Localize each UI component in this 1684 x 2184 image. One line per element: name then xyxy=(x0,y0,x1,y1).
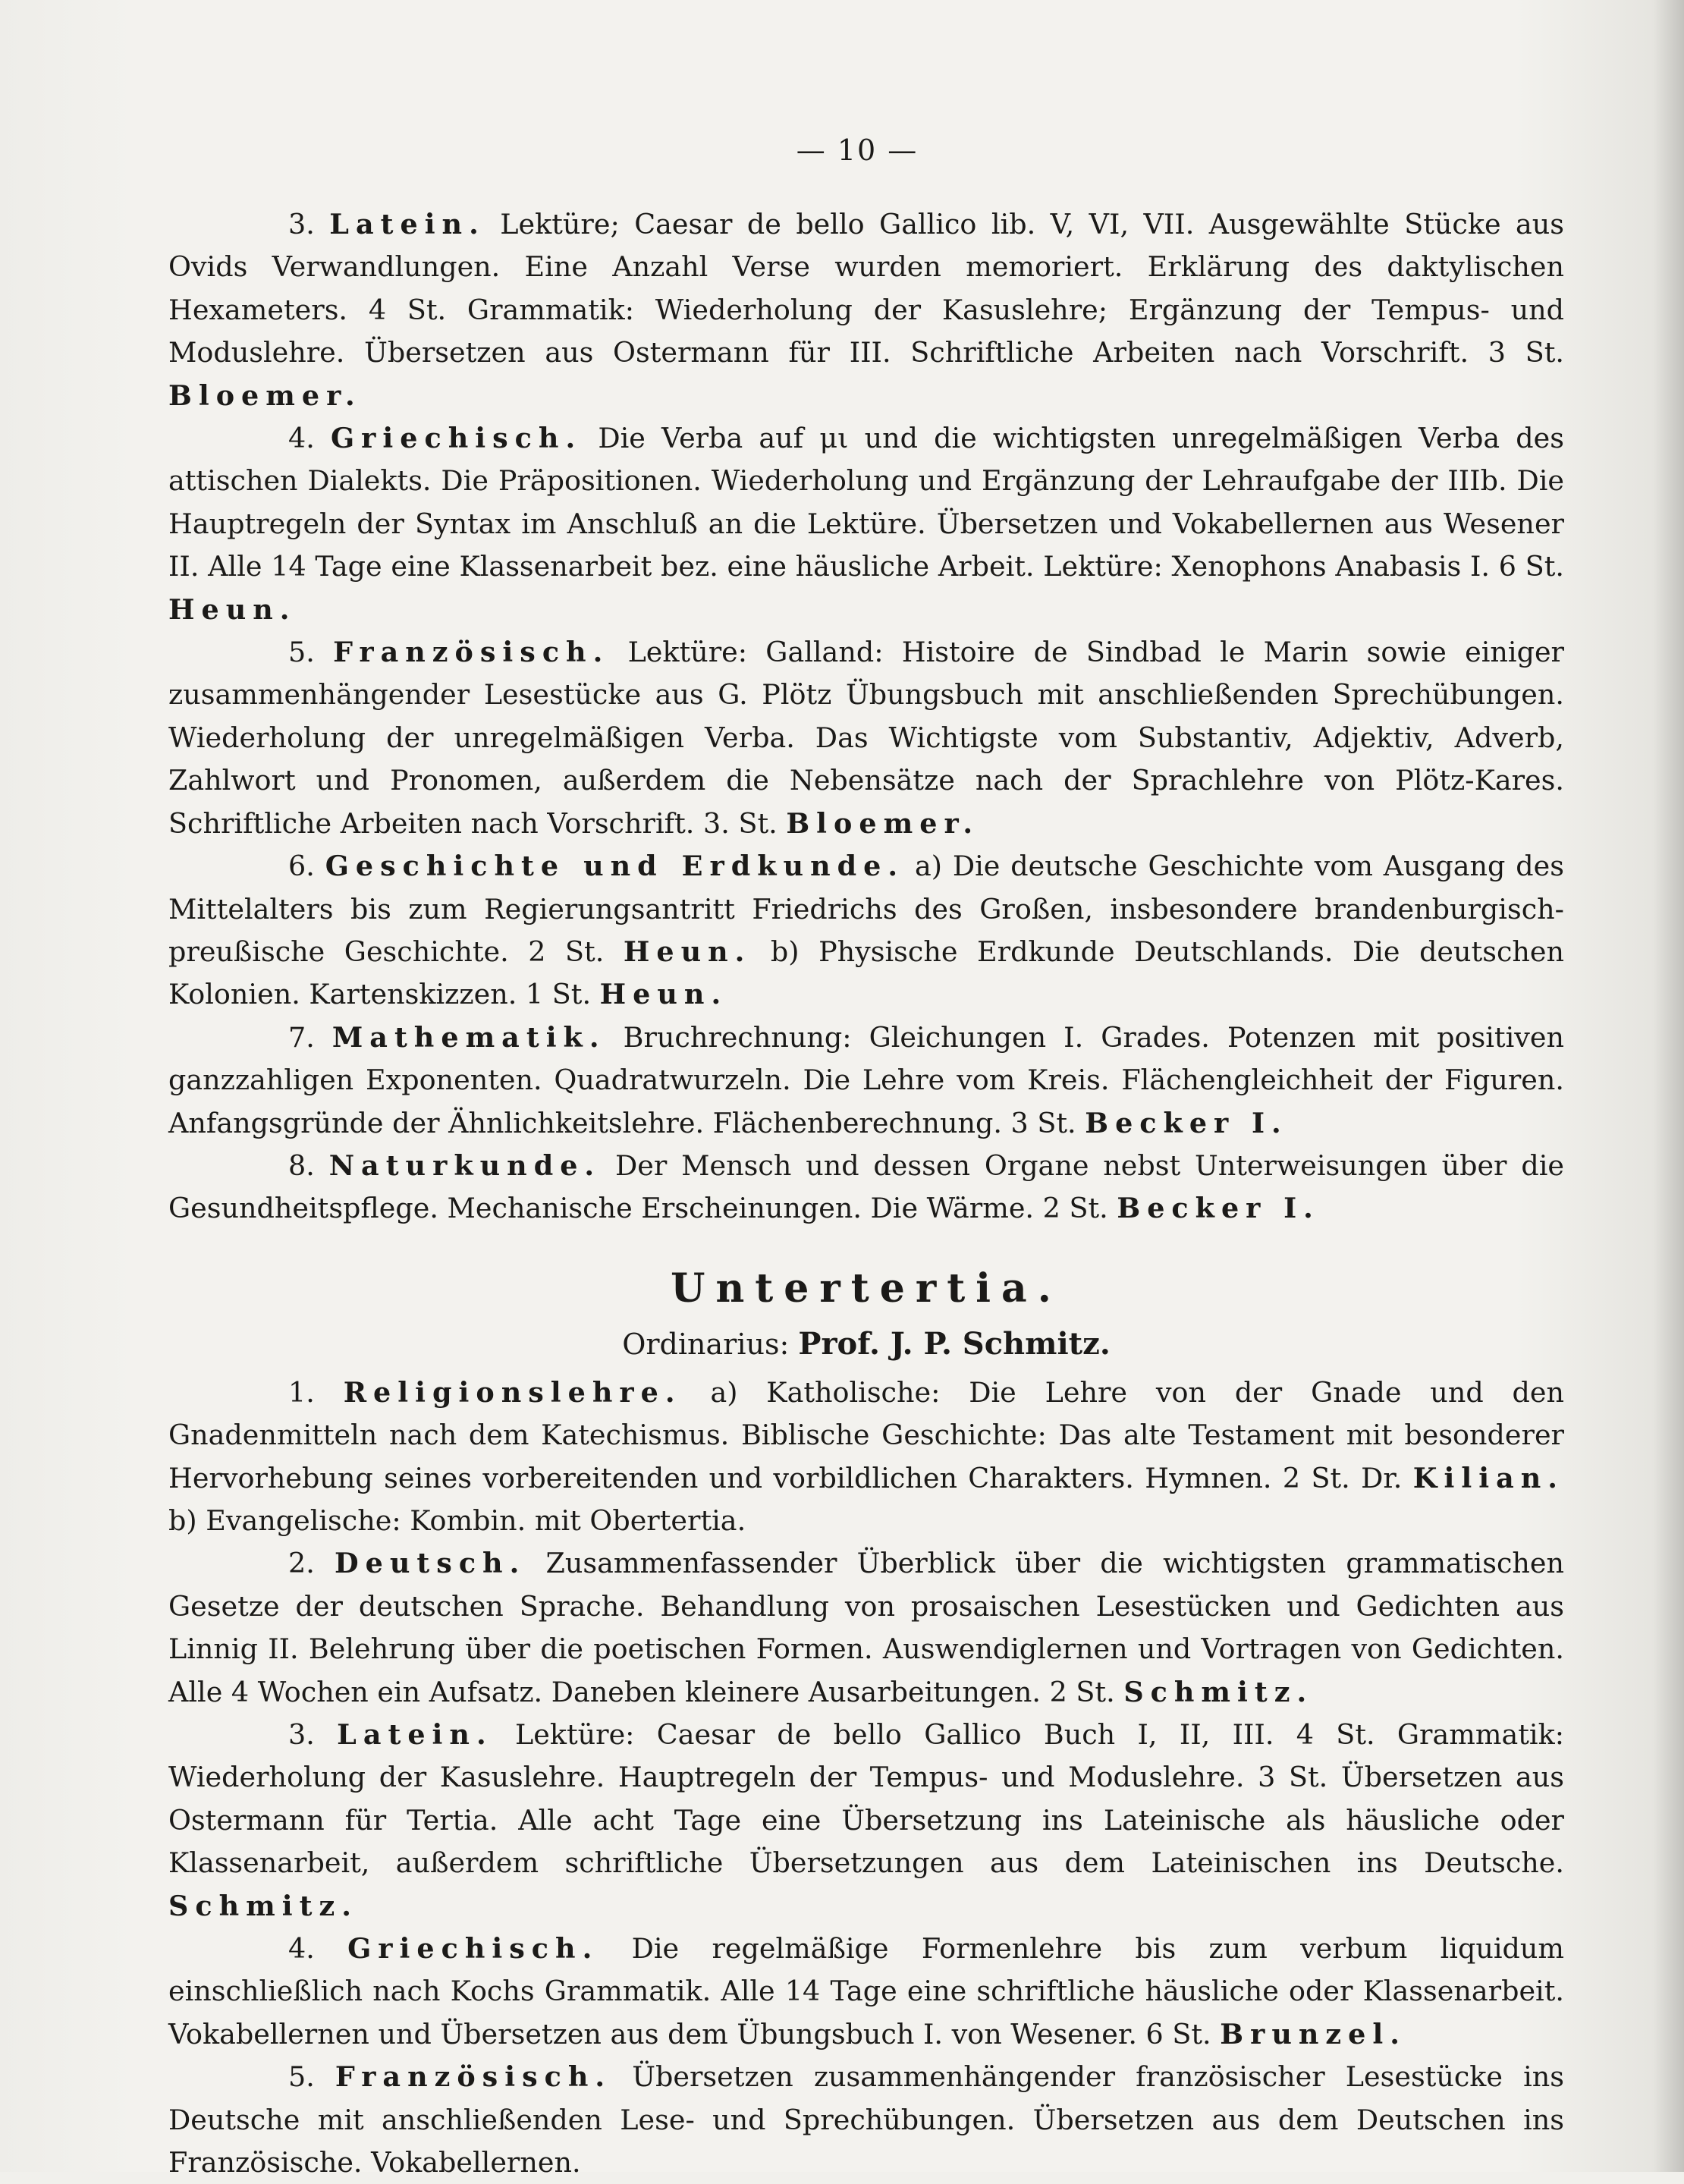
paragraph-mathematik xyxy=(168,1017,1564,1145)
teacher-name: Schmitz. xyxy=(1123,1675,1314,1708)
page-number: — 10 — xyxy=(796,134,919,167)
paragraph-latein-untertertia xyxy=(168,1714,1564,1928)
section-heading: Untertertia. xyxy=(671,1265,1062,1312)
teacher-name: Heun. xyxy=(599,978,728,1011)
paragraph-franzoesisch xyxy=(168,631,1564,845)
paragraph-naturkunde xyxy=(168,1145,1564,1230)
subject-title: Französisch. xyxy=(333,636,610,669)
teacher-name: Heun. xyxy=(168,592,297,626)
paragraph-text: Die regelmäßige Formenlehre bis zum verbum liquidum einschließlich nach Kochs Grammatik. Alle 14 Tage eine schriftliche häusliche oder Klassenarbeit. Vokabellernen und Übersetzen aus dem Übungsbuch I. von Wesener. 6 St. xyxy=(168,1932,1564,2050)
teacher-name: Becker I. xyxy=(1117,1192,1320,1225)
paragraph-text: Bruchrechnung: Gleichungen I. Grades. Potenzen mit positiven ganzzahligen Exponenten. Quadratwurzeln. Die Lehre vom Kreis. Flächengleichheit der Figuren. Anfangsgründe der Ähnlichkeitslehre. Flächenberechnung. 3 St. xyxy=(168,1020,1564,1139)
paragraph-text: Der Mensch und dessen Organe nebst Unterweisungen über die Gesundheitspflege. Mechanische Erscheinungen. Die Wärme. 2 St. xyxy=(168,1149,1564,1225)
paragraph-religionslehre xyxy=(168,1372,1564,1543)
subject-title: Latein. xyxy=(329,208,485,240)
teacher-name: Schmitz. xyxy=(168,1889,358,1922)
subject-title: Geschichte und Erdkunde. xyxy=(325,850,905,883)
page-edge-shadow xyxy=(1654,0,1684,2172)
paragraph-deutsch xyxy=(168,1542,1564,1714)
paragraph-griechisch-untertertia xyxy=(168,1928,1564,2056)
paragraph-geschichte xyxy=(168,845,1564,1017)
item-number: 2. xyxy=(288,1547,315,1580)
paragraph-text: b) Physische Erdkunde Deutschlands. Die deutschen Kolonien. Kartenskizzen. 1 St. xyxy=(168,935,1564,1011)
paragraph-text: Lektüre: Caesar de bello Gallico Buch I, II, III. 4 St. Grammatik: Wiederholung der Kasuslehre. Hauptregeln der Tempus- und Moduslehre. 3 St. Übersetzen aus Ostermann für Tertia. Alle acht Tage eine Übersetzung ins Lateinische als häusliche oder Klassenarbeit, außerdem schriftliche Übersetzungen aus dem Lateinischen ins Deutsche. xyxy=(168,1718,1565,1880)
subject-title: Latein. xyxy=(337,1718,493,1751)
ordinarius-label: Ordinarius: xyxy=(622,1327,790,1361)
subject-title: Deutsch. xyxy=(335,1547,526,1580)
page-content xyxy=(168,203,1564,2184)
item-number: 3. xyxy=(288,1718,315,1751)
ordinarius-line xyxy=(168,1321,1564,1367)
paragraph-text: Lektüre: Galland: Histoire de Sindbad le Marin sowie einiger zusammenhängender Lesestücke aus G. Plötz Übungsbuch mit anschließenden Sprechübungen. Wiederholung der unregelmäßigen Verba. Das Wichtigste vom Substantiv, Adjektiv, Adverb, Zahlwort und Pronomen, außerdem die Nebensätze nach der Sprachlehre von Plötz-Kares. Schriftliche Arbeiten nach Vorschrift. 3. St. xyxy=(168,636,1565,840)
item-number: 4. xyxy=(288,1932,315,1966)
paragraph-latein xyxy=(168,203,1564,417)
paragraph-text: a) Die deutsche Geschichte vom Ausgang des Mittelalters bis zum Regierungsantritt Friedrichs des Großen, insbesondere brandenburgisch-preußische Geschichte. 2 St. xyxy=(168,850,1564,968)
item-number: 4. xyxy=(288,422,315,455)
subject-title: Naturkunde. xyxy=(328,1149,602,1182)
paragraph-text: b) Evangelische: Kombin. mit Obertertia. xyxy=(168,1504,746,1537)
subject-title: Religionslehre. xyxy=(343,1375,682,1409)
teacher-name: Bloemer. xyxy=(786,806,980,840)
paragraph-text: Zusammenfassender Überblick über die wichtigsten grammatischen Gesetze der deutschen Sprache. Behandlung von prosaischen Lesestücken und Gedichten aus Linnig II. Belehrung über die poetischen Formen. Auswendiglernen und Vortragen von Gedichten. Alle 4 Wochen ein Aufsatz. Daneben kleinere Ausarbeitungen. 2 St. xyxy=(168,1547,1564,1708)
subject-title: Griechisch. xyxy=(347,1932,599,1966)
subject-title: Französisch. xyxy=(335,2060,612,2094)
teacher-name: Brunzel. xyxy=(1220,2017,1406,2050)
item-number: 5. xyxy=(288,636,315,669)
paragraph-text: Übersetzen zusammenhängender französischer Lesestücke ins Deutsche mit anschließenden Lese- und Sprechübungen. Übersetzen aus dem Deutschen ins Französische. Vokabellernen. xyxy=(168,2060,1565,2179)
item-number: 8. xyxy=(288,1149,315,1182)
paragraph-griechisch xyxy=(168,417,1564,631)
paragraph-text: Die Verba auf μι und die wichtigsten unregelmäßigen Verba des attischen Dialekts. Die Präpositionen. Wiederholung und Ergänzung der Lehraufgabe der IIIb. Die Hauptregeln der Syntax im Anschluß an die Lektüre. Übersetzen und Vokabellernen aus Wesener II. Alle 14 Tage eine Klassenarbeit bez. eine häusliche Arbeit. Lektüre: Xenophons Anabasis I. 6 St. xyxy=(168,422,1565,583)
subject-title: Mathematik. xyxy=(331,1020,606,1054)
teacher-name: Heun. xyxy=(623,935,752,968)
paragraph-text: Lektüre; Caesar de bello Gallico lib. V, VI, VII. Ausgewählte Stücke aus Ovids Verwandlungen. Eine Anzahl Verse wurden memoriert. Erklärung des daktylischen Hexameters. 4 St. Grammatik: Wiederholung der Kasuslehre; Ergänzung der Tempus- und Moduslehre. Übersetzen aus Ostermann für III. Schriftliche Arbeiten nach Vorschrift. 3 St. xyxy=(168,208,1565,369)
teacher-name: Becker I. xyxy=(1085,1106,1288,1139)
teacher-name: Bloemer. xyxy=(168,379,362,412)
paragraph-franzoesisch-untertertia xyxy=(168,2056,1564,2184)
item-number: 7. xyxy=(288,1020,315,1054)
ordinarius-name: Prof. J. P. Schmitz. xyxy=(798,1325,1111,1362)
teacher-name: Kilian. xyxy=(1412,1461,1564,1494)
item-number: 5. xyxy=(288,2060,315,2094)
item-number: 6. xyxy=(288,850,315,883)
paragraph-text: a) Katholische: Die Lehre von der Gnade und den Gnadenmitteln nach dem Katechismus. Biblische Geschichte: Das alte Testament mit besonderer Hervorhebung seines vorbereitenden und vorbildlichen Charakters. Hymnen. 2 St. Dr. xyxy=(168,1375,1565,1494)
subject-title: Griechisch. xyxy=(331,422,583,455)
item-number: 3. xyxy=(288,208,315,240)
item-number: 1. xyxy=(288,1375,315,1409)
